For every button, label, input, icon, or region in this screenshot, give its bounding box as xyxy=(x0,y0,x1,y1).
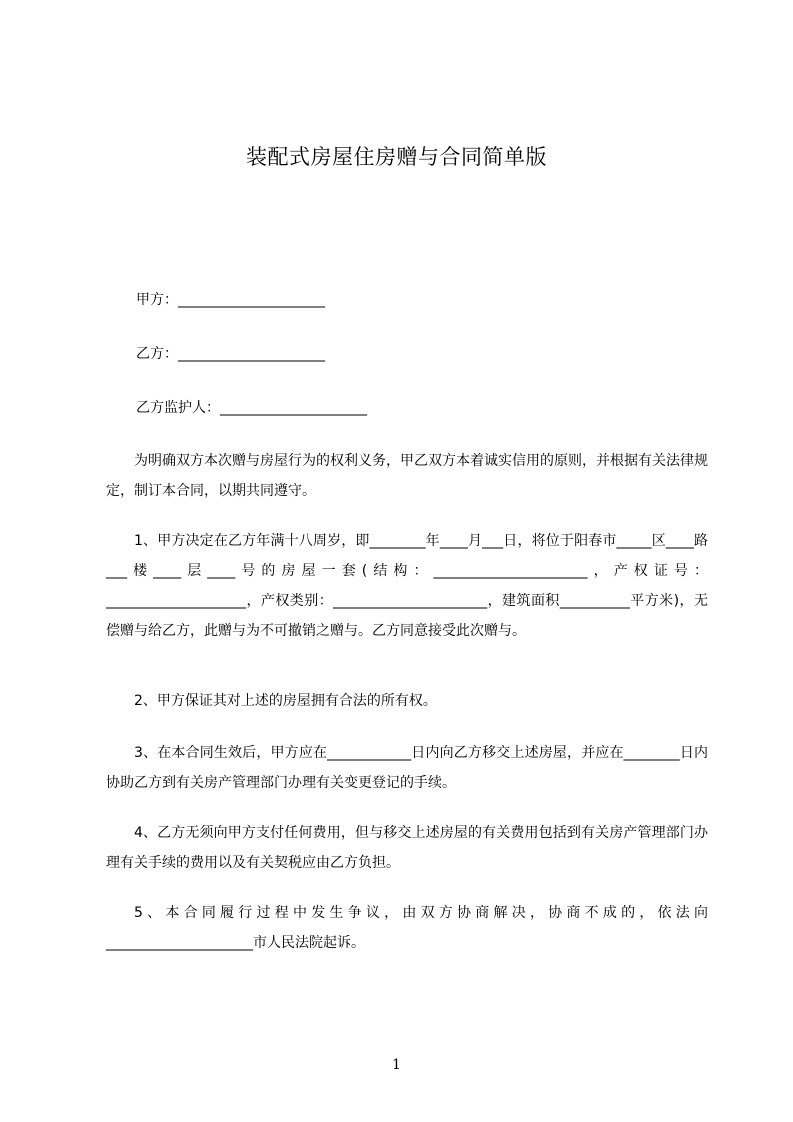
document-title: 装配式房屋住房赠与合同简单版 xyxy=(246,145,547,169)
clause-1: 1、甲方决定在乙方年满十八周岁，即________年____月___日，将位于阳春市_____区____路___楼____层____号的房屋一套(结构：______________________，产权证号：____________________，产权类别：______________________，建筑面积__________平方米)，无偿赠与给乙方，此赠与为不可撤销之赠与。乙方同意接受此次赠与。 xyxy=(106,533,708,639)
preamble-paragraph: 为明确双方本次赠与房屋行为的权利义务，甲乙双方本着诚实信用的原则，并根据有关法律规定，制订本合同，以期共同遵守。 xyxy=(106,453,708,499)
clause-4: 4、乙方无须向甲方支付任何费用，但与移交上述房屋的有关费用包括到有关房产管理部门办理有关手续的费用以及有关契税应由乙方负担。 xyxy=(106,825,708,871)
party-b-guardian-field: 乙方监护人：_____________________ xyxy=(136,400,367,416)
clause-5: 5、本合同履行过程中发生争议，由双方协商解决，协商不成的，依法向_____________________市人民法院起诉。 xyxy=(106,905,708,951)
page-number: 1 xyxy=(392,1057,401,1073)
party-b-field: 乙方：_____________________ xyxy=(136,346,325,362)
clause-3: 3、在本合同生效后，甲方应在____________日内向乙方移交上述房屋，并应在________日内协助乙方到有关房产管理部门办理有关变更登记的手续。 xyxy=(106,745,708,791)
clause-2: 2、甲方保证其对上述的房屋拥有合法的所有权。 xyxy=(134,693,437,709)
party-a-field: 甲方：_____________________ xyxy=(136,292,325,308)
